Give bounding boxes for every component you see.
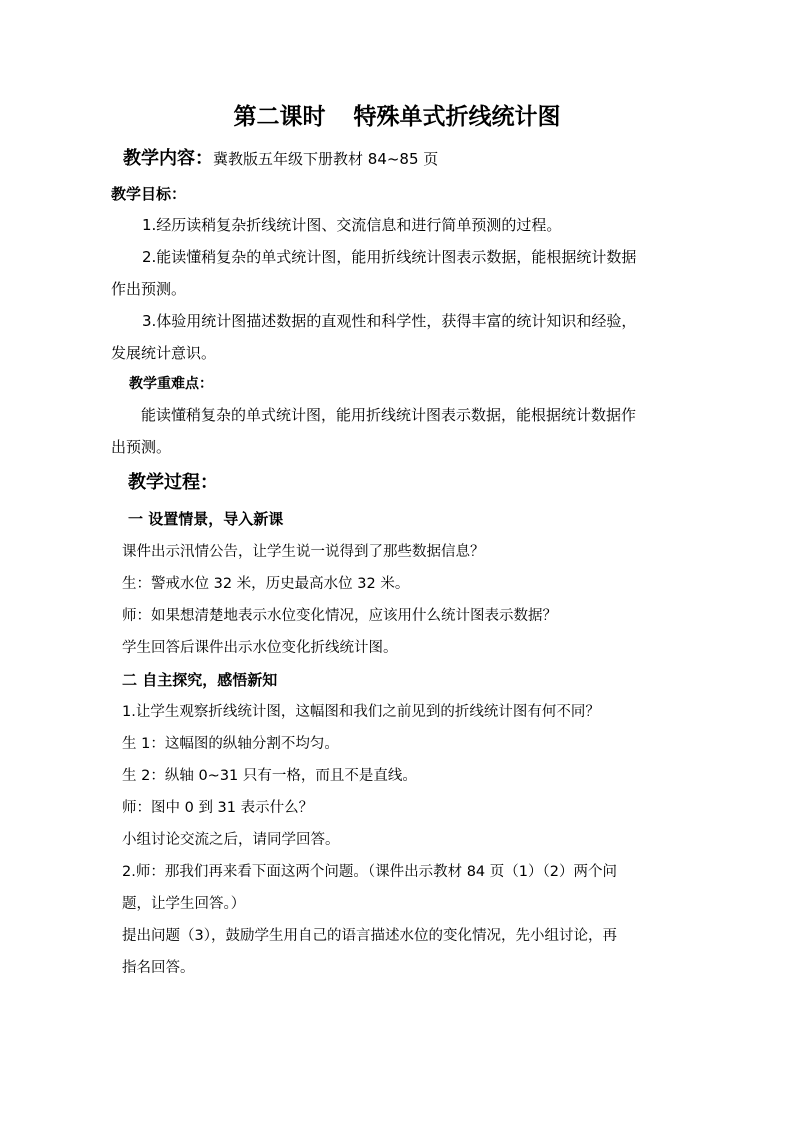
- key-points-heading: 教学重难点：: [129, 376, 213, 392]
- section-2-paragraph-4: 师：图中 0 到 31 表示什么？: [122, 800, 314, 816]
- process-heading: 教学过程：: [128, 472, 218, 493]
- content-line: [123, 150, 438, 168]
- section-2-paragraph-2: 生 1：这幅图的纵轴分割不均匀。: [122, 736, 339, 752]
- content-label: 教学内容：: [123, 148, 213, 169]
- goal-2-line-2: 作出预测。: [111, 280, 187, 298]
- section-2-title: 二 自主探究，感悟新知: [122, 671, 278, 689]
- section-1-title: 一 设置情景，导入新课: [128, 510, 284, 528]
- section-2-paragraph-3: 生 2：纵轴 0~31 只有一格，而且不是直线。: [122, 768, 417, 784]
- goals-heading: 教学目标：: [111, 185, 187, 203]
- section-2-paragraph-6-line-2: 题，让学生回答。）: [122, 896, 246, 912]
- goal-3-line-2: 发展统计意识。: [111, 344, 217, 362]
- goal-2-line-1: 2.能读懂稍复杂的单式统计图，能用折线统计图表示数据，能根据统计数据: [142, 248, 637, 266]
- section-2-paragraph-1: 1.让学生观察折线统计图，这幅图和我们之前见到的折线统计图有何不同？: [122, 704, 600, 720]
- section-1-paragraph-2: 生：警戒水位 32 米，历史最高水位 32 米。: [122, 576, 410, 592]
- goal-1: 1.经历读稍复杂折线统计图、交流信息和进行简单预测的过程。: [142, 216, 562, 234]
- section-1-paragraph-4: 学生回答后课件出示水位变化折线统计图。: [122, 640, 398, 656]
- page-title: [0, 105, 794, 128]
- section-2-paragraph-7-line-1: 提出问题（3），鼓励学生用自己的语言描述水位的变化情况，先小组讨论，再: [122, 928, 617, 944]
- key-points-line-2: 出预测。: [111, 438, 172, 456]
- content-text: 冀教版五年级下册教材 84~85 页: [213, 150, 439, 168]
- section-1-paragraph-3: 师：如果想清楚地表示水位变化情况，应该用什么统计图表示数据？: [122, 608, 557, 624]
- goal-3-line-1: 3.体验用统计图描述数据的直观性和科学性，获得丰富的统计知识和经验，: [142, 312, 637, 330]
- title-topic: 特殊单式折线统计图: [353, 103, 561, 130]
- section-1-paragraph-1: 课件出示汛情公告，让学生说一说得到了那些数据信息？: [122, 544, 485, 560]
- key-points-line-1: 能读懂稍复杂的单式统计图，能用折线统计图表示数据，能根据统计数据作: [141, 406, 637, 424]
- section-2-paragraph-5: 小组讨论交流之后，请同学回答。: [122, 832, 340, 848]
- section-2-paragraph-7-line-2: 指名回答。: [122, 960, 195, 976]
- title-lesson: 第二课时: [233, 103, 326, 130]
- section-2-paragraph-6-line-1: 2.师：那我们再来看下面这两个问题。（课件出示教材 84 页（1）（2）两个问: [122, 864, 617, 880]
